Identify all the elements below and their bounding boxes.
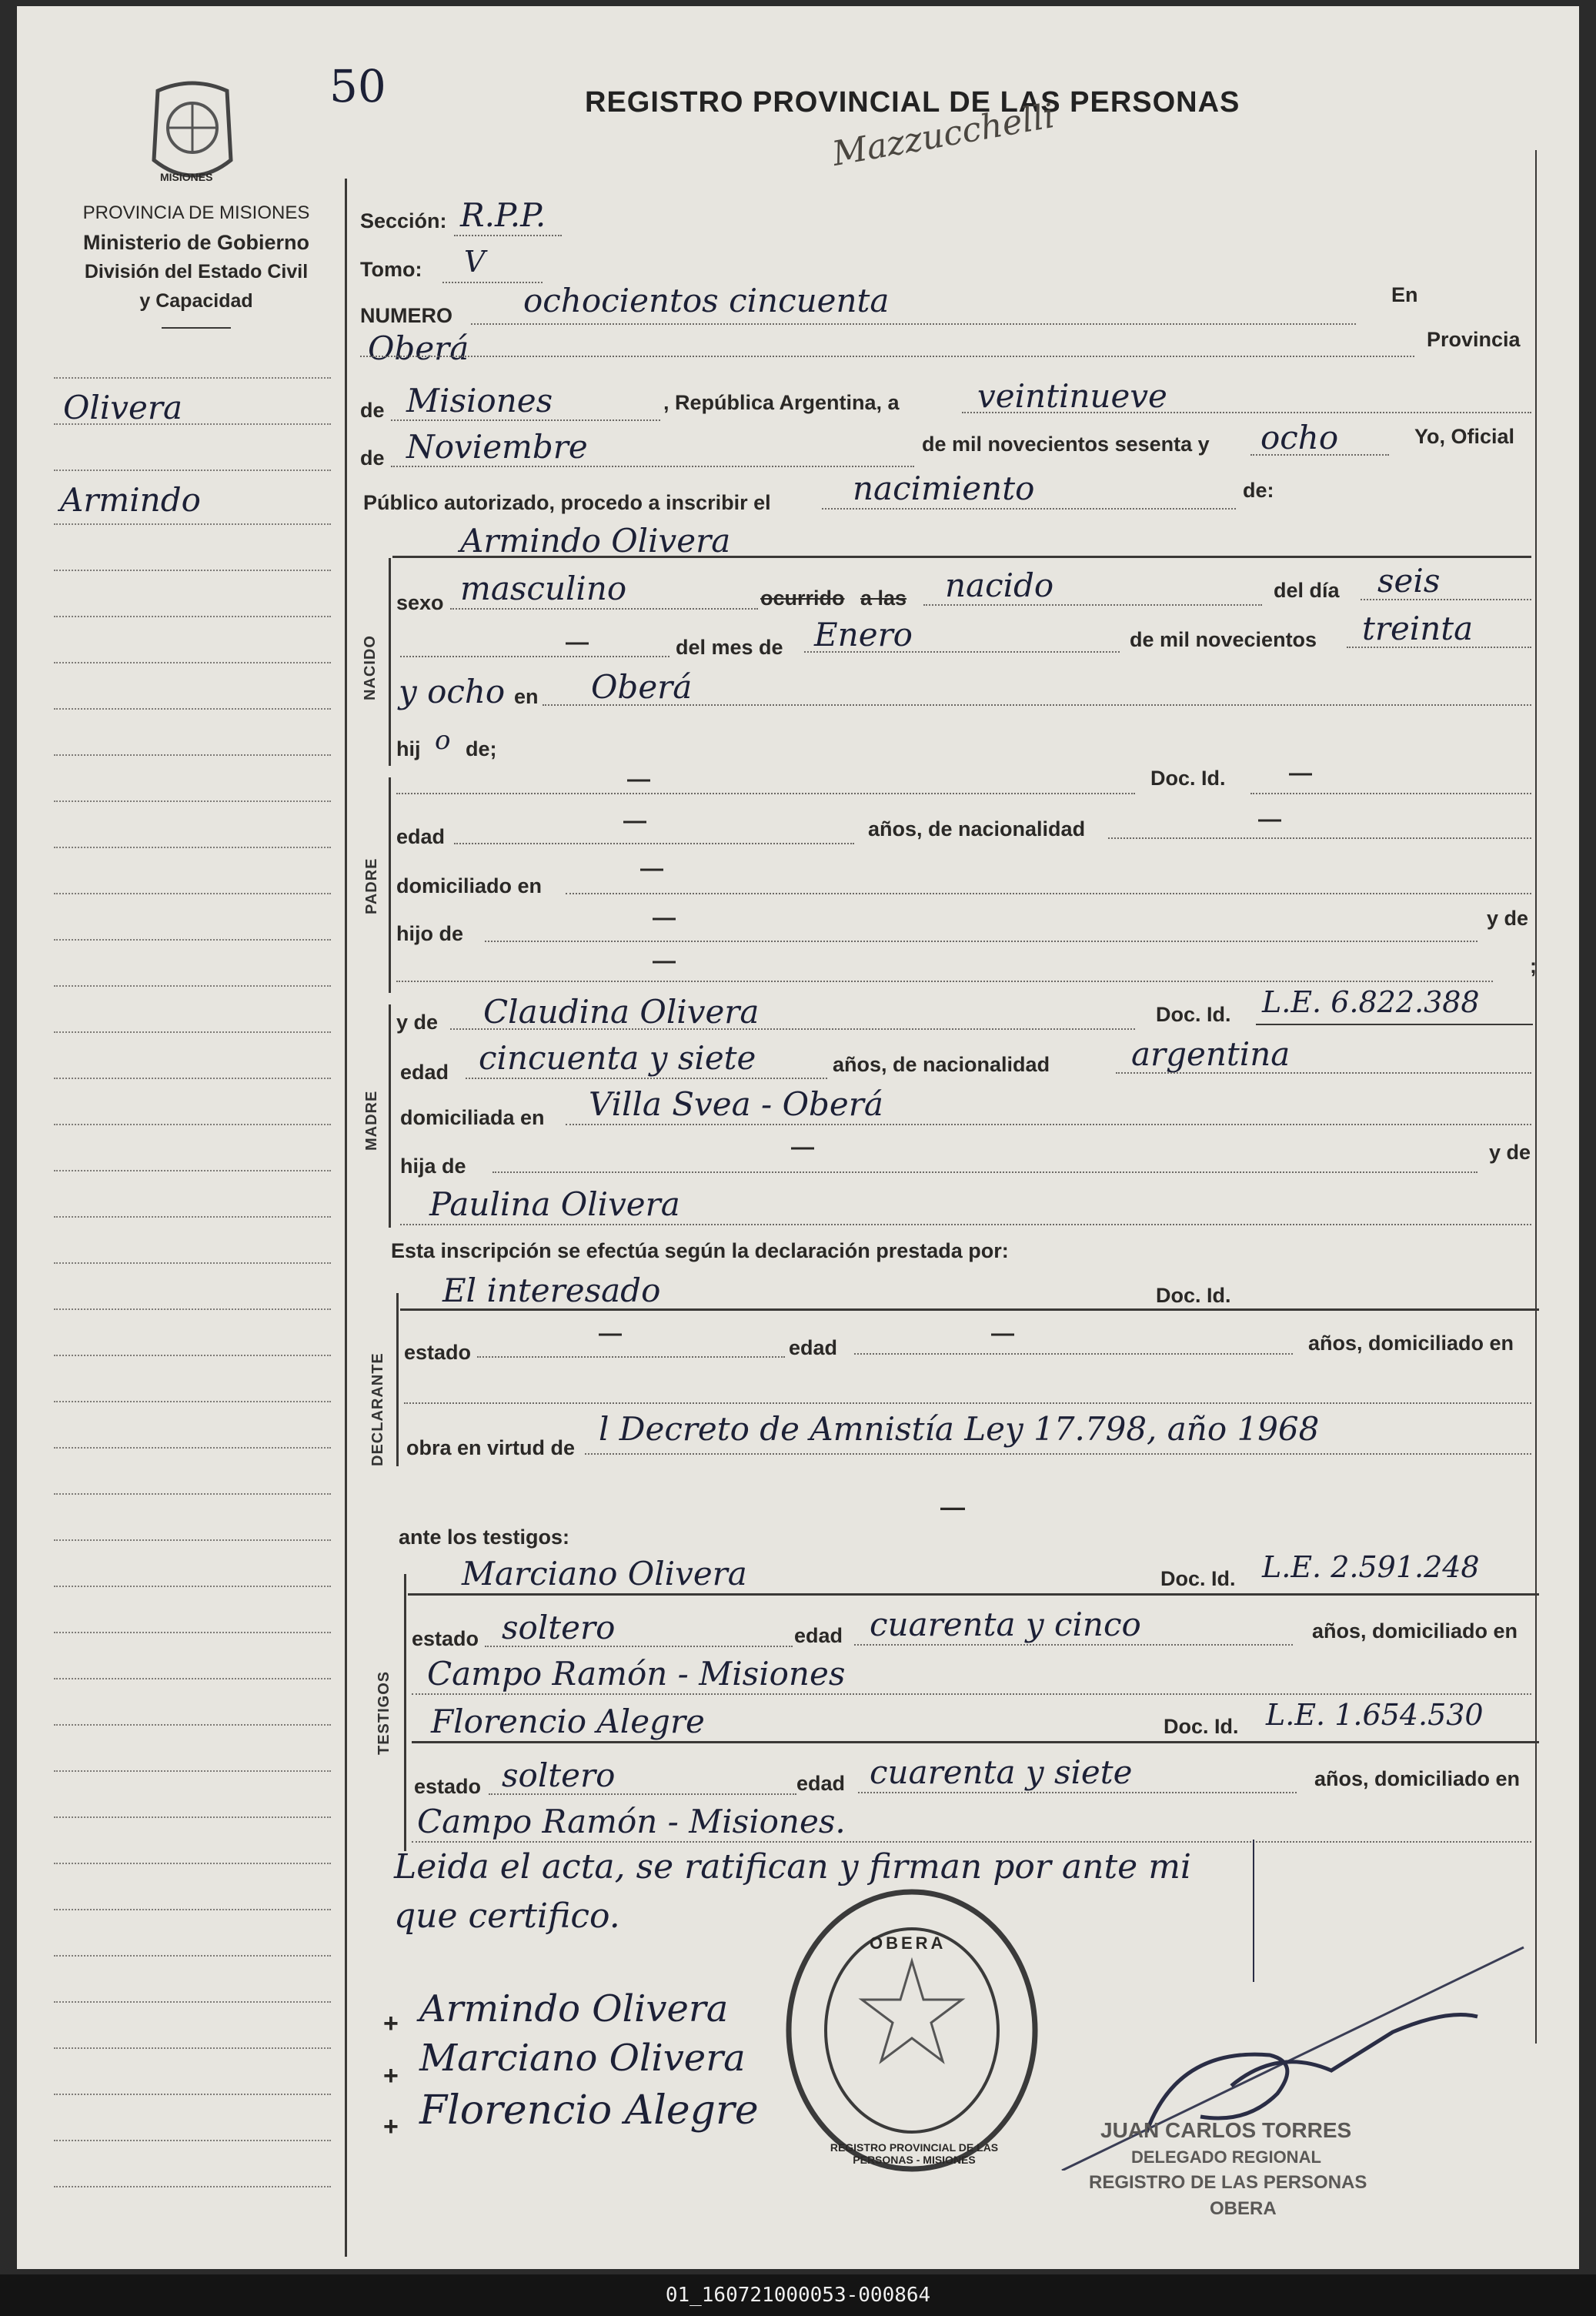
declarante-nombre: El interesado xyxy=(442,1272,661,1309)
name-underline xyxy=(392,556,1531,558)
closing-line-1: Leida el acta, se ratifican y firman por ante mi xyxy=(394,1847,1191,1887)
label-anos-dom-testigo1: años, domiciliado en xyxy=(1312,1619,1518,1643)
page-number: 50 xyxy=(329,60,386,112)
label-anos-dom-testigo2: años, domiciliado en xyxy=(1314,1767,1521,1790)
stamp-office: REGISTRO DE LAS PERSONAS xyxy=(1089,2172,1367,2193)
madre-nombre: Claudina Olivera xyxy=(483,993,760,1031)
testigo1-doc: L.E. 2.591.248 xyxy=(1262,1550,1480,1584)
divider xyxy=(162,327,231,329)
side-label-padre: PADRE xyxy=(363,857,380,914)
label-estado-declarante: estado xyxy=(404,1341,472,1364)
label-yo-oficial: Yo, Oficial xyxy=(1414,425,1515,448)
testigo2-domicilio: Campo Ramón - Misiones. xyxy=(417,1803,846,1840)
department-line: y Capacidad xyxy=(139,290,253,312)
label-edad-testigo1: edad xyxy=(794,1624,843,1647)
label-inscripcion: Esta inscripción se efectúa según la declaración prestada por: xyxy=(391,1239,1009,1262)
label-en-lugar: en xyxy=(514,685,539,708)
department-line: PROVINCIA DE MISIONES xyxy=(82,202,310,223)
signature-1: Armindo Olivera xyxy=(419,1987,729,2030)
label-republica: , República Argentina, a xyxy=(663,391,900,414)
nacido-anio-a: treinta xyxy=(1362,610,1474,647)
stamp-name: JUAN CARLOS TORRES xyxy=(1100,2118,1352,2142)
value-anio: ocho xyxy=(1260,419,1339,456)
value-acto: nacimiento xyxy=(853,470,1035,507)
label-de-colon: de: xyxy=(1243,479,1274,502)
padre-hijo-de: — xyxy=(653,905,676,931)
signature-mark: + xyxy=(383,2009,399,2038)
value-provincia: Misiones xyxy=(406,382,553,419)
label-del-mes: del mes de xyxy=(676,636,783,659)
section-bracket-declarante xyxy=(396,1293,399,1466)
label-edad-declarante: edad xyxy=(789,1336,838,1359)
signature-2: Marciano Olivera xyxy=(419,2037,746,2080)
padre-nacionalidad: — xyxy=(1258,807,1281,832)
padre-domicilio: — xyxy=(640,856,663,881)
label-ante-testigos: ante los testigos: xyxy=(399,1526,570,1549)
declarante-underline xyxy=(400,1308,1539,1311)
emblem-text: MISIONES xyxy=(160,171,213,183)
label-mil-novecientos: de mil novecientos xyxy=(1130,628,1317,651)
side-label-testigos: TESTIGOS xyxy=(376,1670,392,1755)
nacido-nacido: nacido xyxy=(945,566,1054,604)
department-line: Ministerio de Gobierno xyxy=(82,231,310,254)
testigo2-underline xyxy=(412,1741,1539,1743)
label-doc-testigo2: Doc. Id. xyxy=(1164,1715,1239,1738)
seal-center-text: OBERA xyxy=(870,1933,947,1953)
label-domiciliada-en: domiciliada en xyxy=(400,1106,545,1129)
closing-line-2: que certifico. xyxy=(394,1897,620,1936)
label-numero: NUMERO xyxy=(360,304,452,327)
label-hija-de: hija de xyxy=(400,1155,466,1178)
signature-mark: + xyxy=(383,2061,399,2090)
label-de: de xyxy=(360,399,385,422)
label-doc-testigo1: Doc. Id. xyxy=(1160,1567,1236,1590)
side-label-nacido: NACIDO xyxy=(362,635,379,700)
madre-domicilio: Villa Svea - Oberá xyxy=(589,1085,883,1123)
testigo1-nombre: Marciano Olivera xyxy=(462,1555,747,1592)
declarante-dash: — xyxy=(940,1493,965,1521)
label-del-dia: del día xyxy=(1274,579,1340,602)
stamp-role: DELEGADO REGIONAL xyxy=(1131,2147,1321,2167)
section-bracket-padre xyxy=(389,777,391,993)
madre-doc: L.E. 6.822.388 xyxy=(1262,985,1480,1019)
testigo2-edad: cuarenta y siete xyxy=(870,1753,1133,1791)
file-id-bar: 01_160721000053-000864 xyxy=(0,2274,1596,2316)
label-hij: hij xyxy=(396,737,421,760)
header-signature: Mazzucchelli xyxy=(829,96,1058,174)
label-de2: de xyxy=(360,446,385,470)
declarante-edad: — xyxy=(991,1321,1014,1346)
testigo1-estado: soltero xyxy=(502,1609,616,1646)
side-label-declarante: DECLARANTE xyxy=(369,1352,386,1466)
section-bracket-nacido xyxy=(389,558,391,766)
madre-y-de: Paulina Olivera xyxy=(429,1185,680,1223)
label-de-semi: de; xyxy=(466,737,497,760)
testigo1-edad: cuarenta y cinco xyxy=(870,1606,1141,1643)
signature-3: Florencio Alegre xyxy=(419,2087,759,2134)
label-mil-sesenta: de mil novecientos sesenta y xyxy=(922,433,1210,456)
label-obra: obra en virtud de xyxy=(406,1436,576,1459)
nacido-sexo: masculino xyxy=(460,570,627,607)
label-tomo: Tomo: xyxy=(360,258,422,281)
label-hijo-de: hijo de xyxy=(396,922,463,945)
label-domiciliado-padre: domiciliado en xyxy=(396,874,543,897)
value-dia: veintinueve xyxy=(977,377,1167,415)
value-mes: Noviembre xyxy=(406,428,588,466)
label-anos-nac-madre: años, de nacionalidad xyxy=(833,1053,1050,1076)
nacido-hij: o xyxy=(435,725,451,756)
nacido-dash: — xyxy=(566,630,589,655)
nacido-mes: Enero xyxy=(814,616,913,653)
value-numero: ochocientos cincuenta xyxy=(523,282,890,319)
margin-surname: Olivera xyxy=(63,389,182,426)
label-anos-nac-padre: años, de nacionalidad xyxy=(868,817,1086,841)
testigo2-nombre: Florencio Alegre xyxy=(431,1703,705,1740)
label-estado-testigo2: estado xyxy=(414,1775,482,1798)
padre-nombre: — xyxy=(627,767,650,792)
seal-ring-text: REGISTRO PROVINCIAL DE LAS PERSONAS - MISIONES xyxy=(830,2141,999,2166)
label-edad-madre: edad xyxy=(400,1061,449,1084)
label-doc-padre: Doc. Id. xyxy=(1150,767,1226,790)
department-block xyxy=(46,199,346,316)
section-bracket-testigos xyxy=(404,1574,406,1851)
nacido-dia: seis xyxy=(1377,562,1441,600)
declarante-obra: l Decreto de Amnistía Ley 17.798, año 1968 xyxy=(599,1410,1320,1448)
madre-hija-de: — xyxy=(791,1135,814,1160)
padre-edad: — xyxy=(623,808,646,834)
department-line: División del Estado Civil xyxy=(84,261,309,282)
madre-edad: cincuenta y siete xyxy=(479,1039,756,1077)
label-semicolon: ; xyxy=(1530,954,1537,978)
section-bracket-madre xyxy=(389,1004,391,1228)
label-edad-padre: edad xyxy=(396,825,446,848)
round-seal xyxy=(777,1884,1047,2177)
label-anos-dom-declarante: años, domiciliado en xyxy=(1308,1332,1514,1355)
label-a-las: a las xyxy=(860,587,907,610)
label-sexo: sexo xyxy=(396,591,444,614)
label-seccion: Sección: xyxy=(360,209,447,232)
label-doc-madre: Doc. Id. xyxy=(1156,1003,1231,1026)
label-publico: Público autorizado, procedo a inscribir el xyxy=(363,491,771,514)
page-title: REGISTRO PROVINCIAL DE LAS PERSONAS xyxy=(585,86,1240,119)
label-provincia: Provincia xyxy=(1427,328,1521,351)
right-border xyxy=(1535,150,1537,2044)
padre-y-de: — xyxy=(653,948,676,974)
signature-mark: + xyxy=(383,2112,399,2141)
padre-doc: — xyxy=(1289,760,1312,786)
label-y-de-madre: y de xyxy=(396,1011,439,1034)
label-ocurrido: ocurrido xyxy=(760,587,845,610)
margin-given-name: Armindo xyxy=(60,481,201,519)
label-edad-testigo2: edad xyxy=(796,1772,846,1795)
testigo1-domicilio: Campo Ramón - Misiones xyxy=(427,1655,846,1693)
testigo1-underline xyxy=(408,1593,1539,1596)
label-y-de-padre: y de xyxy=(1487,907,1529,930)
label-estado-testigo1: estado xyxy=(412,1627,479,1650)
value-seccion: R.P.P. xyxy=(460,196,546,234)
nacido-nombre: Armindo Olivera xyxy=(460,522,731,560)
testigo2-doc: L.E. 1.654.530 xyxy=(1266,1698,1484,1732)
value-en: Oberá xyxy=(368,329,469,367)
side-label-madre: MADRE xyxy=(363,1090,380,1151)
stamp-city: OBERA xyxy=(1210,2198,1277,2219)
margin-divider xyxy=(345,179,347,2257)
declarante-estado: — xyxy=(599,1321,622,1346)
label-doc-declarante: Doc. Id. xyxy=(1156,1284,1231,1307)
label-en: En xyxy=(1391,283,1418,306)
value-tomo: V xyxy=(464,245,486,279)
nacido-lugar: Oberá xyxy=(591,668,693,706)
testigo2-estado: soltero xyxy=(502,1756,616,1794)
label-y-de-madre2: y de xyxy=(1489,1141,1531,1164)
nacido-anio-b: y ocho xyxy=(399,673,506,710)
madre-nacionalidad: argentina xyxy=(1131,1035,1290,1073)
